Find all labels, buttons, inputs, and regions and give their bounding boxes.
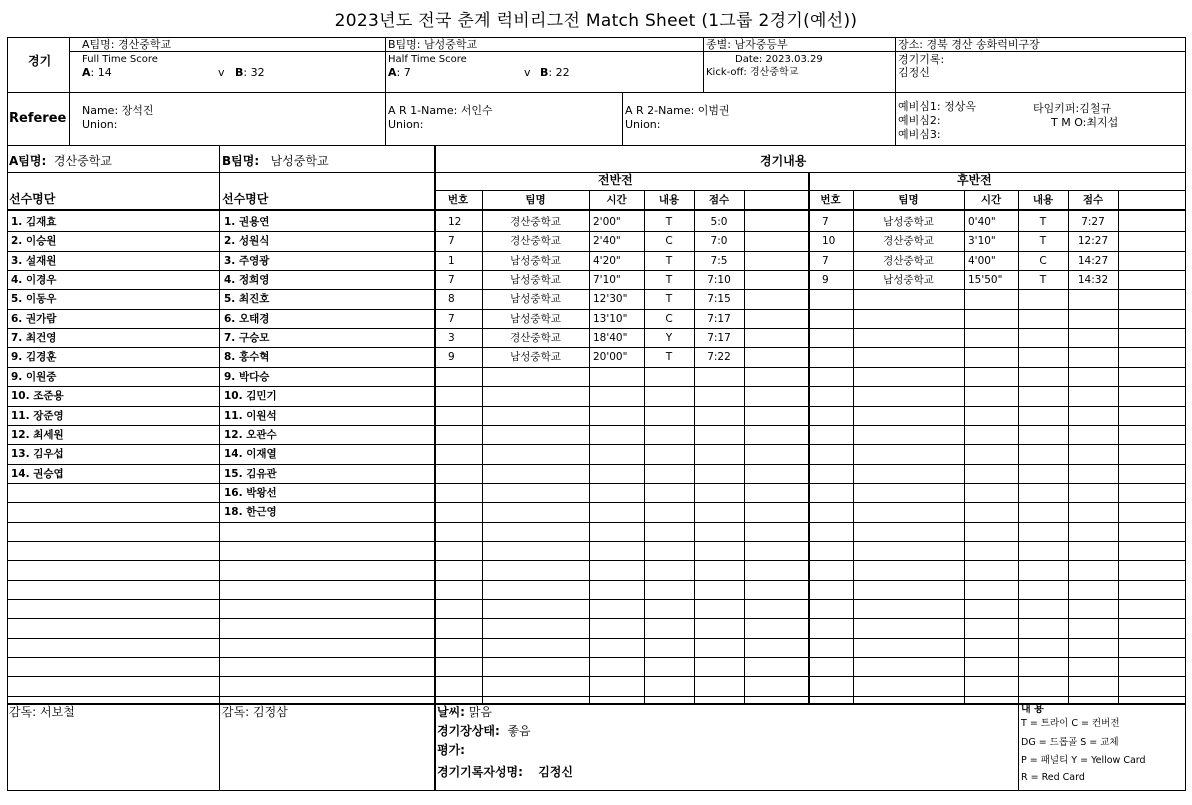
recorder-footer — [437, 766, 573, 779]
team-a-title — [9, 155, 112, 168]
first-half-col-header: 시간 — [606, 194, 627, 206]
second-half-type: T — [1039, 274, 1047, 286]
roster-a-player: 5. 이동우 — [11, 293, 57, 305]
team-a-header: A팀명: 경산중학교 — [82, 38, 172, 51]
second-half-type: T — [1039, 216, 1047, 228]
first-half-col-header: 팀명 — [525, 194, 546, 206]
first-half-team: 경산중학교 — [510, 216, 561, 228]
first-half-type: T — [665, 216, 673, 228]
recorder-header: 김정신 — [898, 66, 930, 79]
first-half-time: 4'20" — [593, 255, 621, 267]
second-half-team: 경산중학교 — [883, 255, 934, 267]
first-half-time: 7'10" — [593, 274, 621, 286]
second-half-no: 7 — [822, 255, 829, 267]
roster-a-player: 6. 권가람 — [11, 313, 57, 325]
weather-value: 맑음 — [468, 705, 492, 719]
second-half-time: 15'50" — [968, 274, 1003, 286]
first-half-team: 남성중학교 — [510, 293, 561, 305]
second-half-team: 남성중학교 — [883, 216, 934, 228]
evaluation-label: 평가: — [437, 743, 465, 757]
roster-b-player: 4. 정희영 — [224, 274, 270, 286]
roster-b-player: 11. 이원석 — [224, 410, 277, 422]
coach-b: 감독: 김정삼 — [222, 705, 288, 719]
first-half-team: 경산중학교 — [510, 332, 561, 344]
half-b — [540, 66, 570, 79]
tmo: T M O:최지섭 — [1051, 116, 1119, 129]
second-half-col-header: 점수 — [1082, 194, 1104, 206]
divider — [7, 92, 1186, 93]
full-time-label: Full Time Score — [82, 54, 158, 65]
roster-a-player: 12. 최세원 — [11, 429, 64, 441]
second-half-no: 7 — [822, 216, 829, 228]
second-half-score: 14:32 — [1077, 274, 1109, 286]
grid-line — [589, 190, 590, 703]
second-half-col-header: 내용 — [1032, 194, 1054, 206]
second-half-score: 14:27 — [1077, 255, 1109, 267]
roster-a-player: 1. 김재효 — [11, 216, 57, 228]
second-half-score: 12:27 — [1077, 235, 1109, 247]
full-time-score — [82, 66, 112, 79]
roster-b-player: 12. 오관수 — [224, 429, 277, 441]
roster-a-player: 2. 이승원 — [11, 235, 57, 247]
grid-line — [808, 172, 810, 703]
referee-union: Union: — [82, 118, 118, 131]
first-half-team: 경산중학교 — [510, 235, 561, 247]
roster-a-player: 7. 최건영 — [11, 332, 57, 344]
recorder-footer-name: 김정신 — [538, 765, 573, 779]
roster-a-player: 13. 김우섭 — [11, 448, 64, 460]
first-half-no: 7 — [448, 274, 455, 286]
reserve-3: 예비심3: — [898, 128, 941, 141]
roster-b-player: 6. 오태경 — [224, 313, 270, 325]
page-title: 2023년도 전국 춘계 럭비리그전 Match Sheet (1그룹 2경기(예선)) — [334, 11, 858, 31]
grid-line — [7, 580, 1186, 581]
full-b-value: : 32 — [243, 66, 265, 79]
ar2-name: A R 2-Name: 이범권 — [625, 104, 730, 117]
team-a-name: 경산중학교 — [53, 154, 112, 168]
roster-b-player: 3. 주영광 — [224, 255, 270, 267]
second-half-col-header: 번호 — [820, 194, 841, 206]
first-half-team: 남성중학교 — [510, 255, 561, 267]
first-half-no: 9 — [448, 351, 455, 363]
weather-label: 날씨: — [437, 705, 465, 719]
grid-line — [7, 657, 1186, 658]
grid-line — [7, 676, 1186, 677]
grid-line — [1118, 190, 1119, 703]
second-half-no: 9 — [822, 274, 829, 286]
first-half-type: T — [665, 293, 673, 305]
roster-b-player: 2. 성원식 — [224, 235, 270, 247]
half-v: v — [524, 66, 531, 79]
second-half-time: 3'10" — [968, 235, 996, 247]
first-half-col-header: 점수 — [708, 194, 730, 206]
grid-line — [7, 541, 1186, 542]
full-a-value: : 14 — [90, 66, 112, 79]
legend-line-2: DG = 드롭골 S = 교체 — [1021, 737, 1119, 748]
grid-line — [7, 618, 1186, 619]
first-half-title: 전반전 — [598, 173, 633, 187]
full-b-label: B — [235, 66, 244, 79]
half-a-label: A — [388, 66, 397, 79]
divider — [622, 92, 623, 145]
second-half-col-header: 팀명 — [898, 194, 919, 206]
reserve-2: 예비심2: — [898, 114, 941, 127]
first-half-type: T — [665, 255, 673, 267]
recorder-footer-label: 경기기록자성명: — [437, 765, 523, 779]
first-half-no: 7 — [448, 235, 455, 247]
grid-line — [7, 703, 1186, 705]
first-half-time: 13'10" — [593, 313, 628, 325]
record-label: 경기기록: — [898, 53, 945, 66]
team-b-header: B팀명: 남성중학교 — [388, 38, 478, 51]
first-half-time: 12'30" — [593, 293, 628, 305]
half-time-label: Half Time Score — [388, 54, 467, 65]
second-half-score: 7:27 — [1081, 216, 1105, 228]
ar2-union: Union: — [625, 118, 661, 131]
first-half-score: 7:10 — [707, 274, 731, 286]
divider — [385, 37, 386, 92]
roster-b-player: 9. 박다승 — [224, 371, 270, 383]
divider — [385, 92, 386, 145]
first-half-no: 1 — [448, 255, 455, 267]
grid-line — [744, 190, 745, 703]
second-half-time: 4'00" — [968, 255, 996, 267]
divider — [895, 37, 896, 145]
grid-line — [219, 145, 220, 791]
roster-b-player: 10. 김민기 — [224, 390, 277, 402]
first-half-time: 20'00" — [593, 351, 628, 363]
first-half-score: 7:17 — [707, 332, 731, 344]
coach-a: 감독: 서보철 — [9, 705, 75, 719]
first-half-score: 7:22 — [707, 351, 731, 363]
first-half-col-header: 번호 — [447, 194, 469, 206]
divider — [69, 37, 70, 145]
ar1-name: A R 1-Name: 서인수 — [388, 104, 493, 117]
roster-b-player: 1. 권용연 — [224, 216, 270, 228]
first-half-score: 7:5 — [710, 255, 728, 267]
grid-line — [7, 172, 1186, 173]
second-half-title: 후반전 — [957, 173, 992, 187]
category: 종별: 남자중등부 — [706, 38, 788, 51]
grid-line — [434, 145, 436, 791]
first-half-score: 7:0 — [710, 235, 728, 247]
team-a-label: A팀명: — [9, 154, 47, 168]
second-half-type: C — [1039, 255, 1047, 267]
ar1-union: Union: — [388, 118, 424, 131]
second-half-team: 남성중학교 — [883, 274, 934, 286]
divider — [69, 51, 1186, 52]
divider — [7, 145, 1186, 146]
timekeeper: 타임키퍼:김철규 — [1033, 102, 1112, 115]
team-b-name: 남성중학교 — [270, 154, 329, 168]
second-half-no: 10 — [822, 235, 836, 247]
match-date: Date: 2023.03.29 — [735, 54, 823, 65]
first-half-team: 남성중학교 — [510, 274, 561, 286]
venue: 장소: 경북 경산 송화럭비구장 — [898, 38, 1040, 51]
grid-line — [7, 599, 1186, 600]
full-v: v — [218, 66, 225, 79]
first-half-time: 2'00" — [593, 216, 621, 228]
first-half-score: 7:15 — [707, 293, 731, 305]
first-half-type: T — [665, 274, 673, 286]
field-condition — [437, 725, 531, 738]
roster-a-player: 3. 설재원 — [11, 255, 57, 267]
full-a-label: A — [82, 66, 91, 79]
roster-b-player: 14. 이재열 — [224, 448, 277, 460]
team-b-title — [222, 155, 329, 168]
divider — [703, 37, 704, 92]
legend-line-4: R = Red Card — [1021, 772, 1085, 783]
first-half-type: Y — [665, 332, 673, 344]
full-b — [235, 66, 265, 79]
grid-line — [7, 560, 1186, 561]
first-half-no: 7 — [448, 313, 455, 325]
roster-a-player: 11. 장준영 — [11, 410, 64, 422]
first-half-type: C — [665, 235, 673, 247]
referee-name: Name: 장석진 — [82, 104, 154, 117]
grid-line — [964, 190, 965, 703]
kickoff: Kick-off: 경산중학교 — [706, 67, 799, 78]
first-half-team: 남성중학교 — [510, 351, 561, 363]
team-b-label: B팀명: — [222, 154, 260, 168]
first-half-no: 8 — [448, 293, 455, 305]
half-time-score — [388, 66, 411, 79]
game-label: 경기 — [28, 54, 52, 68]
grid-line — [7, 522, 1186, 523]
grid-line — [7, 502, 1186, 503]
first-half-time: 2'40" — [593, 235, 621, 247]
weather — [437, 706, 492, 719]
field-label: 경기장상태: — [437, 724, 500, 738]
grid-line — [7, 696, 1186, 697]
legend-title: 내 용 — [1021, 704, 1044, 715]
reserve-1: 예비심1: 정상옥 — [898, 100, 976, 113]
second-half-team: 경산중학교 — [883, 235, 934, 247]
first-half-score: 5:0 — [710, 216, 728, 228]
first-half-time: 18'40" — [593, 332, 628, 344]
roster-b-label: 선수명단 — [222, 192, 269, 206]
second-half-type: T — [1039, 235, 1047, 247]
field-value: 좋음 — [507, 724, 531, 738]
half-a-value: : 7 — [396, 66, 411, 79]
grid-line — [1018, 703, 1019, 791]
first-half-score: 7:17 — [707, 313, 731, 325]
roster-b-player: 8. 홍수혁 — [224, 351, 270, 363]
roster-b-player: 15. 김유관 — [224, 468, 277, 480]
match-content-title: 경기내용 — [760, 154, 807, 168]
first-half-type: T — [665, 351, 673, 363]
first-half-col-header: 내용 — [658, 194, 680, 206]
second-half-time: 0'40" — [968, 216, 996, 228]
roster-a-player: 9. 이원중 — [11, 371, 57, 383]
legend-line-3: P = 패널티 Y = Yellow Card — [1021, 755, 1146, 766]
roster-a-player: 14. 권승엽 — [11, 468, 64, 480]
grid-line — [7, 638, 1186, 639]
roster-b-player: 7. 구승모 — [224, 332, 270, 344]
legend-line-1: T = 트라이 C = 컨버전 — [1021, 718, 1120, 729]
first-half-team: 남성중학교 — [510, 313, 561, 325]
half-b-value: : 22 — [548, 66, 570, 79]
roster-a-player: 4. 이경우 — [11, 274, 57, 286]
roster-b-player: 16. 박왕선 — [224, 487, 277, 499]
roster-b-player: 18. 한근영 — [224, 506, 277, 518]
first-half-no: 12 — [448, 216, 462, 228]
second-half-col-header: 시간 — [980, 194, 1002, 206]
roster-b-player: 5. 최진호 — [224, 293, 270, 305]
referee-label: Referee — [9, 111, 67, 126]
roster-a-label: 선수명단 — [9, 192, 56, 206]
roster-a-player: 9. 김경훈 — [11, 351, 57, 363]
first-half-no: 3 — [448, 332, 455, 344]
half-b-label: B — [540, 66, 549, 79]
roster-a-player: 10. 조준용 — [11, 390, 64, 402]
first-half-type: C — [665, 313, 673, 325]
